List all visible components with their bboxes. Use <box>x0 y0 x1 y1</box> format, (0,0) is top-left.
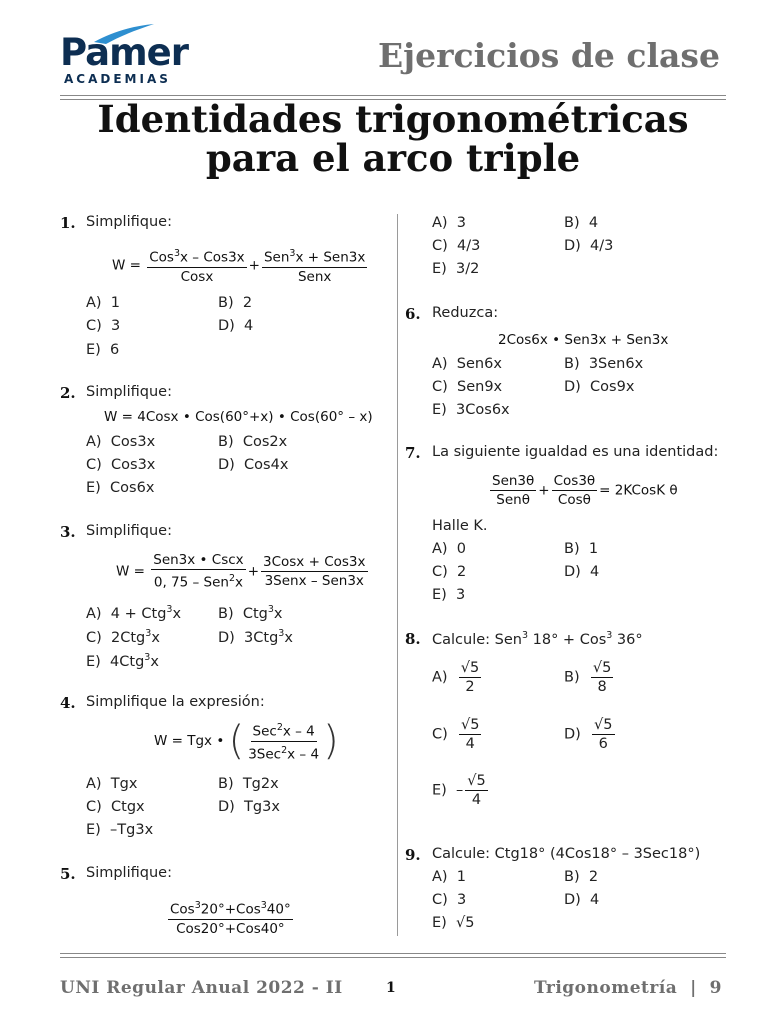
option-e[interactable]: E) – $\frac{√5}{4}$ <box>432 773 486 808</box>
plus-sign: + <box>248 257 260 274</box>
denominator: 0, 75 – Sen$^2$x <box>153 573 244 591</box>
question-number: 7. <box>405 444 421 462</box>
logo-name: Pamer <box>60 31 188 74</box>
question-prompt: Simplifique: <box>86 523 172 539</box>
option-b[interactable]: B) 4 <box>564 215 599 231</box>
option-b[interactable]: B) Ctg$^3$x <box>218 604 283 622</box>
option-c[interactable]: C) 2Ctg$^3$x <box>86 628 160 646</box>
option-a[interactable]: A) 0 <box>432 541 467 557</box>
option-b[interactable]: B) 2 <box>564 869 599 885</box>
formula <box>488 473 678 508</box>
question-prompt: Reduzca: <box>432 305 499 321</box>
formula-lhs: W = <box>116 563 145 580</box>
formula-rhs: = 2KCosK θ <box>599 482 678 499</box>
option-d[interactable]: D) 4/3 <box>564 238 614 254</box>
option-e[interactable]: E) 3Cos6x <box>432 402 510 418</box>
option-a[interactable]: A) 3 <box>432 215 467 231</box>
footer-page-marker: 1 <box>386 980 396 996</box>
formula-lhs: W = Tgx • <box>154 733 225 749</box>
option-b[interactable]: B) 1 <box>564 541 599 557</box>
numerator: Sen3x • Cscx <box>153 552 244 568</box>
left-paren: ( <box>228 718 245 764</box>
formula <box>116 552 370 591</box>
fraction <box>147 246 246 285</box>
numerator: Sen3θ <box>492 473 535 489</box>
option-d[interactable]: D) $\frac{√5}{6}$ <box>564 717 613 752</box>
footer-course: UNI Regular Anual 2022 - II <box>60 978 343 998</box>
option-e[interactable]: E) 3/2 <box>432 261 480 277</box>
question-prompt: La siguiente igualdad es una identidad: <box>432 444 719 460</box>
formula <box>154 720 339 762</box>
formula-lhs: W = <box>112 257 141 274</box>
option-b[interactable]: B) 2 <box>218 295 253 311</box>
option-c[interactable]: C) 3 <box>86 318 121 334</box>
footer-rule-top <box>60 953 726 954</box>
question-number: 1. <box>60 214 76 232</box>
option-a[interactable]: A) $\frac{√5}{2}$ <box>432 660 480 695</box>
numerator: Cos$^3$20°+Cos$^3$40° <box>170 900 291 918</box>
question-number: 2. <box>60 384 76 402</box>
option-c[interactable]: C) $\frac{√5}{4}$ <box>432 717 480 752</box>
question-prompt: Simplifique: <box>86 865 172 881</box>
option-c[interactable]: C) Sen9x <box>432 379 503 395</box>
title-line-2: para el arco triple <box>205 136 581 180</box>
question-prompt: Simplifique la expresión: <box>86 694 265 710</box>
option-b[interactable]: B) $\frac{√5}{8}$ <box>564 660 612 695</box>
option-b[interactable]: B) Tg2x <box>218 776 279 792</box>
footer-subject-page: Trigonometría | 9 <box>533 978 722 998</box>
fraction <box>490 473 536 508</box>
title-line-1: Identidades trigonométricas <box>97 97 689 141</box>
fraction <box>262 246 367 285</box>
option-a[interactable]: A) 1 <box>432 869 467 885</box>
option-d[interactable]: D) 4 <box>218 318 254 334</box>
denominator: Cosx <box>180 268 214 285</box>
option-a[interactable]: A) 1 <box>86 295 121 311</box>
question-number: 4. <box>60 694 76 712</box>
question-number: 9. <box>405 846 421 864</box>
option-c[interactable]: C) 4/3 <box>432 238 481 254</box>
header-rule-top <box>60 95 726 96</box>
option-e[interactable]: E) –Tg3x <box>86 822 154 838</box>
page-title <box>0 97 768 180</box>
question-number: 3. <box>60 523 76 541</box>
question-prompt: Calcule: Ctg18° (4Cos18° – 3Sec18°) <box>432 846 701 862</box>
question-prompt: Simplifique: <box>86 214 172 230</box>
option-a[interactable]: A) 4 + Ctg$^3$x <box>86 604 182 622</box>
option-c[interactable]: C) 2 <box>432 564 467 580</box>
option-c[interactable]: C) 3 <box>432 892 467 908</box>
numerator: Sen$^3$x + Sen3x <box>263 248 366 266</box>
option-e[interactable]: E) √5 <box>432 915 475 931</box>
option-d[interactable]: D) 4 <box>564 564 600 580</box>
question-number: 6. <box>405 305 421 323</box>
option-d[interactable]: D) Cos9x <box>564 379 635 395</box>
plus-sign: + <box>247 563 259 580</box>
logo-subtitle: ACADEMIAS <box>64 72 171 86</box>
fraction <box>552 473 598 508</box>
option-d[interactable]: D) Tg3x <box>218 799 280 815</box>
section-title: Ejercicios de clase <box>378 36 720 75</box>
option-e[interactable]: E) Cos6x <box>86 480 155 496</box>
option-e[interactable]: E) 6 <box>86 342 120 358</box>
formula: 2Cos6x • Sen3x + Sen3x <box>498 332 669 348</box>
formula <box>166 898 295 937</box>
question-number: 5. <box>60 865 76 883</box>
option-d[interactable]: D) Cos4x <box>218 457 289 473</box>
option-b[interactable]: B) 3Sen6x <box>564 356 644 372</box>
denominator: Senθ <box>496 492 530 508</box>
denominator: 3Sec$^2$x – 4 <box>248 744 320 762</box>
fraction <box>151 552 245 591</box>
fraction <box>246 720 321 762</box>
formula <box>112 246 369 285</box>
question-prompt: Calcule: Sen$^3$ 18° + Cos$^3$ 36° <box>432 630 643 648</box>
option-c[interactable]: C) Cos3x <box>86 457 156 473</box>
question-ask: Halle K. <box>432 518 488 534</box>
denominator: 3Senx – Sen3x <box>264 572 364 589</box>
option-a[interactable]: A) Tgx <box>86 776 138 792</box>
option-d[interactable]: D) 4 <box>564 892 600 908</box>
numerator: Sec$^2$x – 4 <box>252 722 315 740</box>
denominator: Senx <box>297 268 332 285</box>
option-e[interactable]: E) 4Ctg$^3$x <box>86 652 159 670</box>
column-divider <box>397 214 398 936</box>
right-paren: ) <box>323 718 339 764</box>
option-a[interactable]: A) Cos3x <box>86 434 156 450</box>
formula: W = 4Cosx • Cos(60°+x) • Cos(60° – x) <box>104 409 373 425</box>
plus-sign: + <box>538 482 550 499</box>
option-a[interactable]: A) Sen6x <box>432 356 502 372</box>
question-number: 8. <box>405 630 421 648</box>
option-d[interactable]: D) 3Ctg$^3$x <box>218 628 293 646</box>
question-prompt: Simplifique: <box>86 384 172 400</box>
option-c[interactable]: C) Ctgx <box>86 799 145 815</box>
fraction <box>168 898 293 937</box>
denominator: Cosθ <box>557 492 591 508</box>
footer-rule-bottom <box>60 957 726 958</box>
numerator: 3Cosx + Cos3x <box>263 553 366 570</box>
numerator: Cos3θ <box>553 473 596 489</box>
option-b[interactable]: B) Cos2x <box>218 434 288 450</box>
fraction <box>261 554 368 589</box>
denominator: Cos20°+Cos40° <box>176 920 285 937</box>
numerator: Cos$^3$x – Cos3x <box>149 248 245 266</box>
option-e[interactable]: E) 3 <box>432 587 466 603</box>
